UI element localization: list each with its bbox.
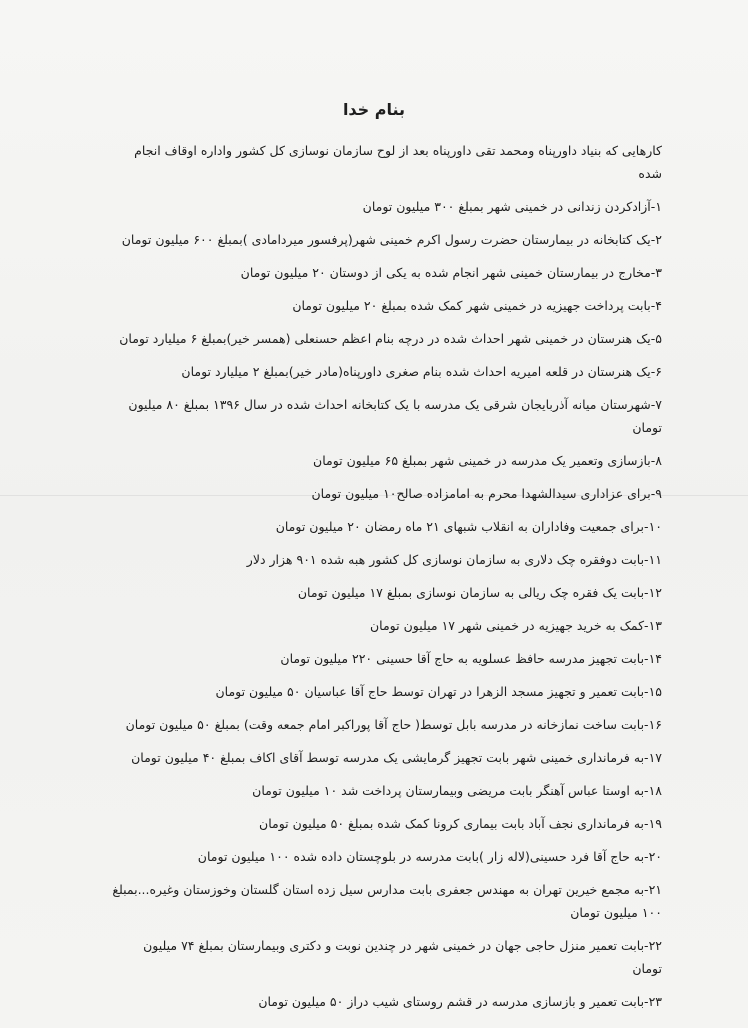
list-item: ۱۹-به فرمانداری نجف آباد بابت بیماری کرونا کمک شده بمبلغ ۵۰ میلیون تومان (259, 816, 662, 831)
list-item: ۲-یک کتابخانه در بیمارستان حضرت رسول اکرم خمینی شهر(پرفسور میردامادی )بمبلغ ۶۰۰ میلیون تومان (121, 232, 662, 247)
items-list (112, 195, 662, 1013)
list-item: ۴-بابت پرداخت جهیزیه در خمینی شهر کمک شده بمبلغ ۲۰ میلیون تومان (292, 298, 662, 313)
list-item: ۱-آزادکردن زندانی در خمینی شهر بمبلغ ۳۰۰ میلیون تومان (362, 199, 662, 214)
list-item: ۲۰-به حاج آقا فرد حسینی(لاله زار )بابت مدرسه در بلوچستان داده شده ۱۰۰ میلیون تومان (197, 849, 662, 864)
intro-line: کارهایی که بنیاد داورپناه ومحمد تقی داورپناه بعد از لوح سازمان نوسازی کل کشور واداره اوقاف انجام شده (134, 143, 662, 181)
list-item: ۶-یک هنرستان در قلعه امیریه احداث شده بنام صغری داورپناه(مادر خیر)بمبلغ ۲ میلیارد تومان (181, 364, 662, 379)
list-item: ۱۸-به اوستا عباس آهنگر بابت مریضی وبیمارستان پرداخت شد ۱۰ میلیون تومان (252, 783, 662, 798)
list-item: ۵-یک هنرستان در خمینی شهر احداث شده در درچه بنام اعظم حسنعلی (همسر خیر)بمبلغ ۶ میلیارد تومان (119, 331, 662, 346)
list-item: ۱۴-بابت تجهیز مدرسه حافظ عسلویه به حاج آقا حسینی ۲۲۰ میلیون تومان (280, 651, 662, 666)
list-item: ۲۳-بابت تعمیر و بازسازی مدرسه در قشم روستای شیب دراز ۵۰ میلیون تومان (258, 994, 662, 1009)
list-item: ۱۱-بابت دوفقره چک دلاری به سازمان نوسازی کل کشور هبه شده ۹۰۱ هزار دلار (246, 552, 662, 567)
list-item: ۸-بازسازی وتعمیر یک مدرسه در خمینی شهر بمبلغ ۶۵ میلیون تومان (313, 453, 662, 468)
list-item: ۷-شهرستان میانه آذربایجان شرقی یک مدرسه با یک کتابخانه احداث شده در سال ۱۳۹۶ بمبلغ ۸۰ میلیون تومان (128, 397, 662, 435)
list-item: ۲۲-بابت تعمیر منزل حاجی جهان در خمینی شهر در چندین نوبت و دکتری وبیمارستان بمبلغ ۷۴ میلیون تومان (143, 938, 662, 976)
list-item: ۲۱-به مجمع خیرین تهران به مهندس جعفری بابت مدارس سیل زده استان گلستان وخوزستان وغیره...بمبلغ ۱۰۰ میلیون تومان (112, 882, 662, 920)
list-item: ۱۰-برای جمعیت وفاداران به انقلاب شبهای ۲۱ ماه رمضان ۲۰ میلیون تومان (275, 519, 662, 534)
list-item: ۱۶-بابت ساخت نمازخانه در مدرسه بابل توسط( حاج آقا پوراکبر امام جمعه وقت) بمبلغ ۵۰ میلیون تومان (125, 717, 662, 732)
list-item: ۱۵-بابت تعمیر و تجهیز مسجد الزهرا در تهران توسط حاج آقا عباسیان ۵۰ میلیون تومان (215, 684, 662, 699)
list-item: ۱۷-به فرمانداری خمینی شهر بابت تجهیز گرمایشی یک مدرسه توسط آقای اکاف بمبلغ ۴۰ میلیون تومان (131, 750, 662, 765)
document-title: بنام خدا (342, 100, 406, 119)
document-body (112, 139, 662, 1023)
list-item: ۱۳-کمک به خرید جهیزیه در خمینی شهر ۱۷ میلیون تومان (370, 618, 662, 633)
list-item: ۳-مخارج در بیمارستان خمینی شهر انجام شده به یکی از دوستان ۲۰ میلیون تومان (240, 265, 662, 280)
list-item: ۹-برای عزاداری سیدالشهدا محرم به امامزاده صالح۱۰ میلیون تومان (311, 486, 662, 501)
list-item: ۱۲-بابت یک فقره چک ریالی به سازمان نوسازی بمبلغ ۱۷ میلیون تومان (297, 585, 662, 600)
